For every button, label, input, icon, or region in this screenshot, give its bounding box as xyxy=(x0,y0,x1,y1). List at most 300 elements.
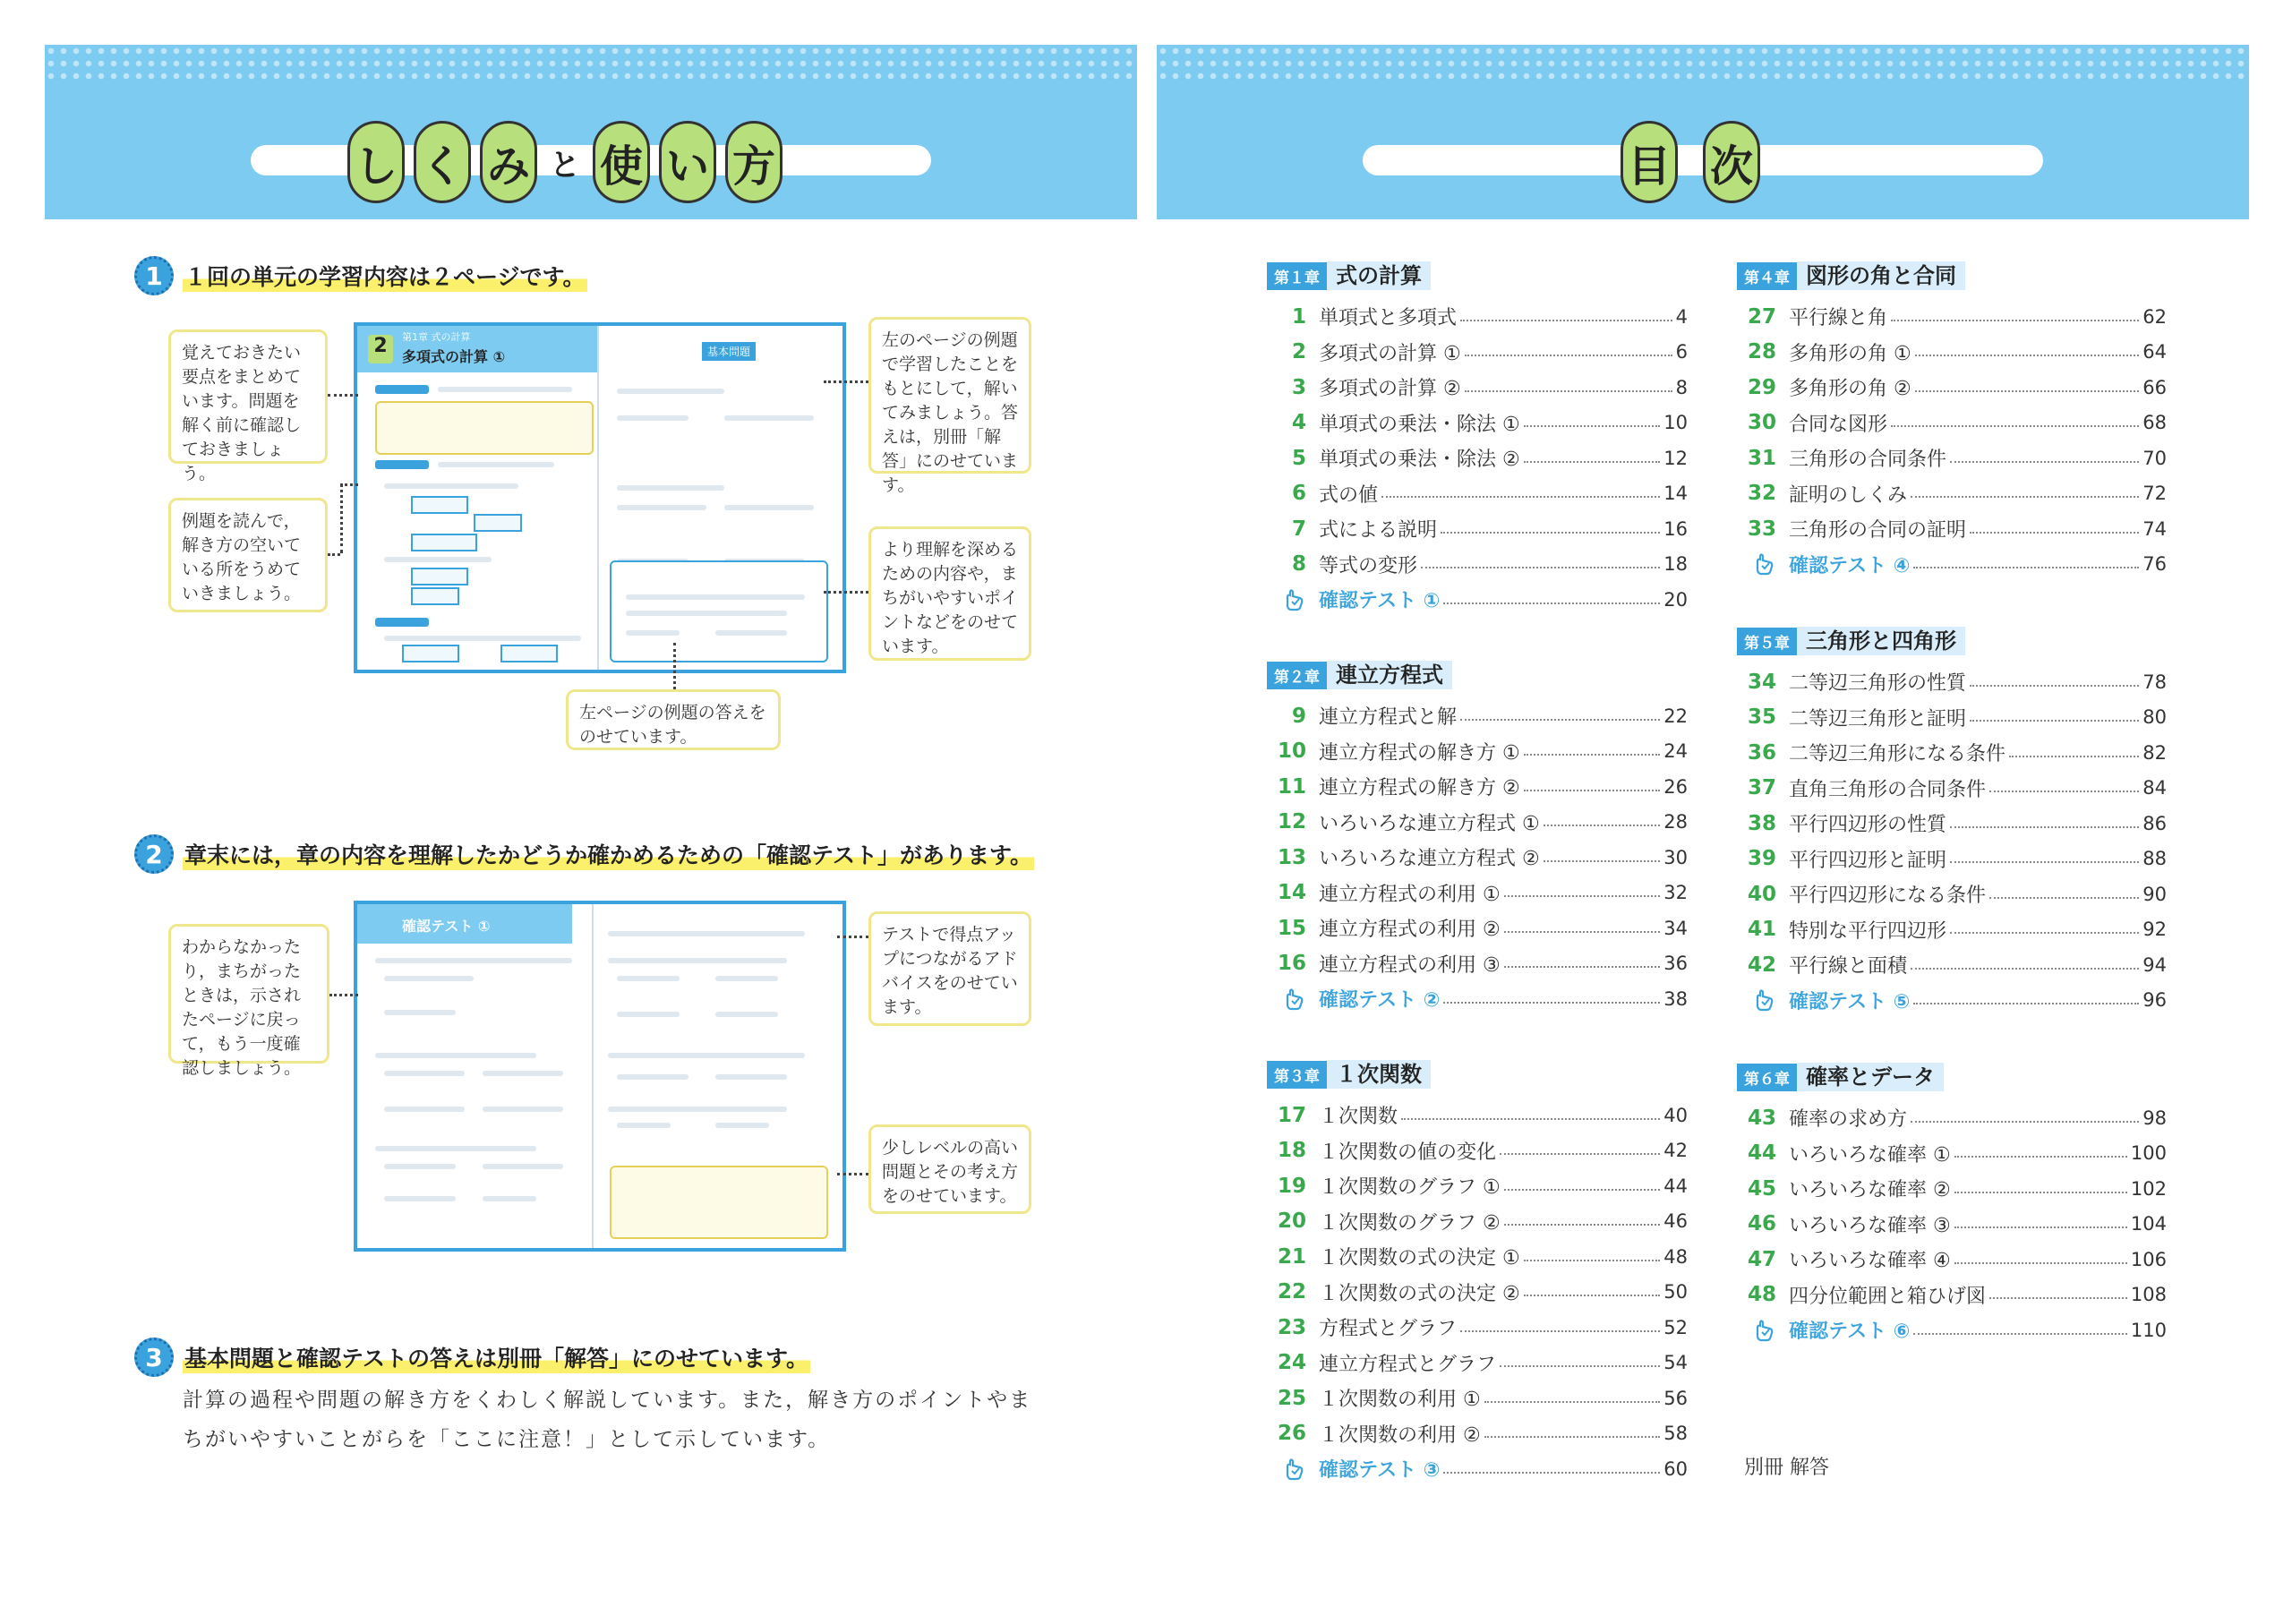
chapter-2 xyxy=(1267,661,1688,1017)
toc-item[interactable] xyxy=(1737,1207,2167,1243)
toc-title: 単項式の乗法・除法 ① xyxy=(1319,413,1520,436)
toc-item[interactable] xyxy=(1267,805,1688,841)
toc-title: 平行線と角 xyxy=(1789,307,1888,330)
section-2-heading xyxy=(134,834,1034,874)
toc-title: １次関数 xyxy=(1319,1106,1398,1129)
pointer-line xyxy=(673,643,676,689)
toc-number: 13 xyxy=(1277,845,1306,869)
chapter-tag: 第５章 xyxy=(1737,628,1797,655)
leader-dots xyxy=(1911,496,2139,498)
sample-page-spread xyxy=(354,322,846,673)
toc-number: 21 xyxy=(1277,1244,1306,1269)
toc-title: いろいろな連立方程式 ① xyxy=(1319,812,1540,835)
toc-page: 54 xyxy=(1663,1352,1688,1374)
toc-item[interactable] xyxy=(1267,1416,1688,1452)
check-hand-icon xyxy=(1267,987,1306,1011)
toc-page: 20 xyxy=(1663,588,1688,611)
toc-number: 28 xyxy=(1747,340,1776,364)
chapter-name: 連立方程式 xyxy=(1327,661,1452,689)
toc-title: いろいろな連立方程式 ② xyxy=(1319,848,1540,871)
toc-title: 連立方程式の利用 ② xyxy=(1319,919,1501,942)
leader-dots xyxy=(1443,1472,1660,1474)
toc-title: 連立方程式とグラフ xyxy=(1319,1353,1497,1376)
leader-dots xyxy=(1891,320,2139,321)
toc-title: １次関数のグラフ ② xyxy=(1319,1211,1501,1235)
toc-test-item[interactable] xyxy=(1267,981,1688,1017)
title-char: 次 xyxy=(1703,121,1760,203)
toc-title: 単項式の乗法・除法 ② xyxy=(1319,449,1520,472)
note-key-points: 覚えておきたい要点をまとめています。問題を解く前に確認しておきましょう。 xyxy=(168,329,328,464)
toc-item[interactable] xyxy=(1737,1242,2167,1278)
leader-dots xyxy=(1524,754,1661,756)
toc-number: 14 xyxy=(1277,881,1306,905)
toc-title: 等式の変形 xyxy=(1319,554,1418,577)
toc-item[interactable] xyxy=(1267,370,1688,406)
section-text: 章末には，章の内容を理解したかどうか確かめるための「確認テスト」があります。 xyxy=(183,838,1034,870)
toc-item[interactable] xyxy=(1267,876,1688,911)
chapter-heading xyxy=(1737,261,2167,290)
toc-number: 18 xyxy=(1277,1139,1306,1163)
toc-number: 6 xyxy=(1291,482,1306,506)
toc-title: 確認テスト ① xyxy=(1319,590,1441,613)
toc-item[interactable] xyxy=(1267,1204,1688,1240)
toc-page: 92 xyxy=(2142,919,2167,941)
toc-item[interactable] xyxy=(1267,840,1688,876)
title-char: み xyxy=(480,121,537,203)
toc-number: 33 xyxy=(1747,517,1776,541)
chapter-name: 式の計算 xyxy=(1327,261,1431,290)
chapter-name: 確率とデータ xyxy=(1797,1063,1944,1091)
toc-title: 三角形の合同の証明 xyxy=(1789,519,1967,543)
toc-item[interactable] xyxy=(1267,1275,1688,1311)
check-hand-icon xyxy=(1267,1457,1306,1481)
toc-number: 23 xyxy=(1277,1315,1306,1339)
toc-number: 29 xyxy=(1747,375,1776,399)
section-number: 3 xyxy=(134,1338,174,1377)
chapter-heading xyxy=(1267,1060,1688,1089)
toc-title: 平行四辺形と証明 xyxy=(1789,849,1947,872)
toc-number: 15 xyxy=(1277,916,1306,940)
leader-dots xyxy=(1504,895,1661,897)
leader-dots xyxy=(1504,1189,1661,1191)
toc-item[interactable] xyxy=(1267,476,1688,512)
toc-page: 24 xyxy=(1663,740,1688,763)
toc-item[interactable] xyxy=(1267,1310,1688,1346)
toc-page: 52 xyxy=(1663,1316,1688,1338)
toc-title: 二等辺三角形になる条件 xyxy=(1789,743,2006,766)
leader-dots xyxy=(1465,390,1672,392)
toc-item[interactable] xyxy=(1267,1098,1688,1133)
toc-number: 10 xyxy=(1277,739,1306,764)
toc-number: 16 xyxy=(1277,952,1306,976)
leader-dots xyxy=(2009,756,2139,757)
toc-page: 104 xyxy=(2130,1213,2167,1235)
page-title xyxy=(347,121,783,203)
leader-dots xyxy=(1443,603,1660,604)
toc-number: 8 xyxy=(1291,552,1306,577)
toc-number: 36 xyxy=(1747,740,1776,765)
toc-item[interactable] xyxy=(1267,734,1688,770)
toc-page: 76 xyxy=(2142,553,2167,576)
chapter-name: 三角形と四角形 xyxy=(1797,627,1965,655)
toc-item[interactable] xyxy=(1737,1171,2167,1207)
toc-page: 82 xyxy=(2142,741,2167,764)
toc-item[interactable] xyxy=(1737,700,2167,736)
chapter-tag: 第１章 xyxy=(1267,262,1327,290)
toc-page: 106 xyxy=(2130,1248,2167,1270)
toc-number: 2 xyxy=(1291,340,1306,364)
toc-title: １次関数のグラフ ① xyxy=(1319,1176,1501,1200)
toc-page: 38 xyxy=(1663,987,1688,1010)
toc-title: いろいろな確率 ① xyxy=(1789,1143,1951,1167)
leader-dots xyxy=(1401,1118,1660,1120)
toc-item[interactable] xyxy=(1267,511,1688,547)
toc-item[interactable] xyxy=(1267,406,1688,441)
leader-dots xyxy=(1954,1262,2127,1264)
toc-page: 94 xyxy=(2142,953,2167,976)
toc-item[interactable] xyxy=(1737,1278,2167,1313)
unit-number: 2 xyxy=(368,335,393,363)
toc-item[interactable] xyxy=(1737,1100,2167,1136)
leader-dots xyxy=(1500,1153,1660,1155)
toc-title: 多角形の角 ② xyxy=(1789,378,1911,401)
toc-item[interactable] xyxy=(1737,406,2167,441)
toc-title: いろいろな確率 ③ xyxy=(1789,1214,1951,1237)
toc-item[interactable] xyxy=(1737,842,2167,877)
toc-item[interactable] xyxy=(1737,876,2167,912)
toc-item[interactable] xyxy=(1267,698,1688,734)
test-title: 確認テスト ① xyxy=(402,918,491,935)
toc-number: 24 xyxy=(1277,1351,1306,1375)
toc-page: 36 xyxy=(1663,953,1688,975)
leader-dots xyxy=(1465,355,1672,356)
toc-item[interactable] xyxy=(1737,511,2167,547)
toc-page: 68 xyxy=(2142,412,2167,434)
toc-page: 32 xyxy=(1663,882,1688,904)
toc-test-item[interactable] xyxy=(1737,1312,2167,1348)
toc-title: １次関数の値の変化 xyxy=(1319,1141,1497,1164)
section-number: 2 xyxy=(134,834,174,874)
toc-number: 44 xyxy=(1747,1141,1776,1166)
toc-item[interactable] xyxy=(1737,299,2167,335)
toc-page: 98 xyxy=(2142,1107,2167,1129)
leader-dots xyxy=(1970,720,2139,722)
check-hand-icon xyxy=(1737,988,1776,1012)
toc-number: 26 xyxy=(1277,1422,1306,1446)
chapter-heading xyxy=(1737,627,2167,655)
leader-dots xyxy=(1544,825,1661,826)
toc-number: 3 xyxy=(1291,375,1306,399)
toc-item[interactable] xyxy=(1737,440,2167,476)
toc-title: 連立方程式の解き方 ② xyxy=(1319,777,1520,800)
leader-dots xyxy=(1989,897,2139,899)
toc-page: 12 xyxy=(1663,447,1688,469)
chapter-tag: 第３章 xyxy=(1267,1061,1327,1089)
leader-dots xyxy=(1950,826,2139,828)
toc-number: 17 xyxy=(1277,1103,1306,1127)
toc-page: 26 xyxy=(1663,775,1688,798)
body-line: ちがいやすいことがらを「ここに注意！」として示しています。 xyxy=(183,1428,831,1451)
toc-page: 72 xyxy=(2142,483,2167,505)
leader-dots xyxy=(1524,790,1661,791)
leader-dots xyxy=(1954,1227,2127,1228)
toc-page: 108 xyxy=(2130,1284,2167,1306)
toc-page: 46 xyxy=(1663,1210,1688,1233)
pointer-line xyxy=(824,591,868,594)
toc-number: 22 xyxy=(1277,1280,1306,1304)
toc-page: 100 xyxy=(2130,1142,2167,1165)
toc-item[interactable] xyxy=(1267,547,1688,583)
toc-title: 式の値 xyxy=(1319,483,1379,507)
toc-item[interactable] xyxy=(1267,1239,1688,1275)
note-advice: テストで得点アップにつながるアドバイスをのせています。 xyxy=(868,911,1031,1026)
unit-title: 多項式の計算 ① xyxy=(402,348,506,365)
toc-number: 35 xyxy=(1747,705,1776,730)
check-hand-icon xyxy=(1737,552,1776,576)
toc-number: 43 xyxy=(1747,1106,1776,1130)
toc-title: １次関数の式の決定 ① xyxy=(1319,1247,1520,1270)
note-challenge: 少しレベルの高い問題とその考え方をのせています。 xyxy=(868,1124,1031,1214)
toc-title: 四分位範囲と箱ひげ図 xyxy=(1789,1285,1987,1308)
toc-page: 78 xyxy=(2142,671,2167,693)
toc-title: １次関数の利用 ① xyxy=(1319,1389,1481,1412)
toc-title: 平行線と面積 xyxy=(1789,955,1908,979)
leader-dots xyxy=(1915,390,2140,392)
toc-title: 多項式の計算 ② xyxy=(1319,378,1461,401)
toc-item[interactable] xyxy=(1737,771,2167,807)
toc-title: いろいろな確率 ② xyxy=(1789,1179,1951,1202)
title-char: い xyxy=(659,121,716,203)
toc-test-item[interactable] xyxy=(1737,983,2167,1019)
title-char: 方 xyxy=(725,121,783,203)
pointer-line xyxy=(837,1173,868,1175)
chapter-tag: 第６章 xyxy=(1737,1064,1797,1091)
toc-item[interactable] xyxy=(1737,912,2167,948)
toc-title: 多角形の角 ① xyxy=(1789,342,1911,365)
leader-dots xyxy=(1484,1401,1661,1403)
toc-title: 確認テスト ③ xyxy=(1319,1459,1441,1483)
basic-problems-tag: 基本問題 xyxy=(702,342,756,361)
toc-number: 20 xyxy=(1277,1209,1306,1234)
pointer-line xyxy=(328,394,358,397)
pointer-line xyxy=(340,483,358,486)
note-review: わからなかったり，まちがったときは，示されたページに戻って，もう一度確認しましょう。 xyxy=(168,924,329,1064)
toc-item[interactable] xyxy=(1267,769,1688,805)
leader-dots xyxy=(1950,932,2139,934)
toc-number: 37 xyxy=(1747,776,1776,800)
toc-test-item[interactable] xyxy=(1267,1451,1688,1487)
toc-title: 平行四辺形の性質 xyxy=(1789,814,1947,837)
toc-page: 50 xyxy=(1663,1281,1688,1303)
leader-dots xyxy=(1544,860,1661,862)
leader-dots xyxy=(1500,1365,1660,1367)
chapter-3 xyxy=(1267,1060,1688,1487)
note-deeper: より理解を深めるための内容や，まちがいやすいポイントなどをのせています。 xyxy=(868,526,1031,661)
leader-dots xyxy=(1504,931,1661,933)
toc-number: 7 xyxy=(1291,517,1306,541)
toc-number: 40 xyxy=(1747,882,1776,906)
note-practice: 左のページの例題で学習したことをもとにして，解いてみましょう。答えは，別冊「解答」にのせています。 xyxy=(868,317,1031,474)
section-text: １回の単元の学習内容は２ページです。 xyxy=(183,260,587,292)
toc-number: 42 xyxy=(1747,953,1776,977)
toc-number: 30 xyxy=(1747,411,1776,435)
pointer-line xyxy=(340,483,343,553)
pointer-line xyxy=(328,553,340,556)
leader-dots xyxy=(1460,719,1660,721)
toc-page: 64 xyxy=(2142,341,2167,363)
leader-dots xyxy=(1989,1297,2127,1299)
body-line: 計算の過程や問題の解き方をくわしく解説しています。また，解き方のポイントやま xyxy=(183,1389,1032,1412)
toc-number: 5 xyxy=(1291,446,1306,470)
toc-page: 28 xyxy=(1663,811,1688,833)
toc-title: 多項式の計算 ① xyxy=(1319,342,1461,365)
toc-title: 直角三角形の合同条件 xyxy=(1789,778,1987,801)
toc-item[interactable] xyxy=(1267,910,1688,946)
title-char: 目 xyxy=(1621,121,1678,203)
toc-title: 確認テスト ⑥ xyxy=(1789,1321,1911,1344)
toc-item[interactable] xyxy=(1737,664,2167,700)
leader-dots xyxy=(1524,461,1661,463)
chapter-heading xyxy=(1267,261,1688,290)
toc-page: 84 xyxy=(2142,777,2167,799)
toc-item[interactable] xyxy=(1267,440,1688,476)
chapter-tag: 第２章 xyxy=(1267,662,1327,689)
toc-title: １次関数の式の決定 ② xyxy=(1319,1282,1520,1305)
toc-title: 二等辺三角形と証明 xyxy=(1789,707,1967,731)
toc-title: 合同な図形 xyxy=(1789,413,1888,436)
toc-number: 32 xyxy=(1747,482,1776,506)
toc-title: いろいろな確率 ④ xyxy=(1789,1250,1951,1273)
leader-dots xyxy=(1915,355,2140,356)
toc-title xyxy=(1621,121,1760,203)
toc-item[interactable] xyxy=(1267,946,1688,982)
toc-title: 平行四辺形になる条件 xyxy=(1789,885,1987,908)
toc-page: 86 xyxy=(2142,812,2167,834)
toc-item[interactable] xyxy=(1267,335,1688,371)
chapter-4 xyxy=(1737,261,2167,582)
toc-page: 18 xyxy=(1663,553,1688,576)
toc-title: 連立方程式の解き方 ① xyxy=(1319,741,1520,765)
leader-dots xyxy=(1524,1295,1661,1296)
leader-dots xyxy=(1954,1156,2127,1158)
toc-title: 確認テスト ⑤ xyxy=(1789,990,1911,1013)
chapter-name: １次関数 xyxy=(1327,1060,1431,1089)
toc-title: １次関数の利用 ② xyxy=(1319,1423,1481,1447)
toc-item[interactable] xyxy=(1267,1133,1688,1169)
leader-dots xyxy=(1524,425,1661,427)
section-3-heading xyxy=(134,1338,810,1377)
toc-item[interactable] xyxy=(1737,1136,2167,1172)
toc-number: 25 xyxy=(1277,1386,1306,1410)
pointer-line xyxy=(329,994,358,996)
toc-page: 30 xyxy=(1663,846,1688,868)
toc-page: 102 xyxy=(2130,1177,2167,1200)
leader-dots xyxy=(1504,1224,1661,1226)
chapter-1 xyxy=(1267,261,1688,618)
leader-dots xyxy=(1970,685,2139,687)
toc-number: 4 xyxy=(1291,411,1306,435)
toc-item[interactable] xyxy=(1737,370,2167,406)
toc-item[interactable] xyxy=(1267,1346,1688,1381)
leader-dots xyxy=(1443,1002,1660,1004)
leader-dots xyxy=(1970,532,2139,534)
toc-page: 70 xyxy=(2142,447,2167,469)
leader-dots xyxy=(1950,461,2139,463)
toc-page: 48 xyxy=(1663,1245,1688,1268)
toc-page: 22 xyxy=(1663,705,1688,727)
toc-item[interactable] xyxy=(1737,947,2167,983)
toc-item[interactable] xyxy=(1737,735,2167,771)
leader-dots xyxy=(1441,532,1660,534)
toc-page: 42 xyxy=(1663,1140,1688,1162)
toc-number: 34 xyxy=(1747,670,1776,694)
toc-title: 確認テスト ② xyxy=(1319,989,1441,1013)
toc-page: 56 xyxy=(1663,1387,1688,1409)
toc-number: 41 xyxy=(1747,918,1776,942)
toc-number: 31 xyxy=(1747,446,1776,470)
toc-item[interactable] xyxy=(1267,299,1688,335)
note-answers: 左ページの例題の答えをのせています。 xyxy=(566,689,781,750)
toc-item[interactable] xyxy=(1737,806,2167,842)
toc-page: 34 xyxy=(1663,917,1688,939)
toc-page: 110 xyxy=(2130,1319,2167,1341)
toc-item[interactable] xyxy=(1267,1168,1688,1204)
right-page xyxy=(1146,0,2292,1624)
toc-number: 38 xyxy=(1747,811,1776,835)
toc-title: 三角形の合同条件 xyxy=(1789,449,1947,472)
toc-test-item[interactable] xyxy=(1267,582,1688,618)
toc-number: 19 xyxy=(1277,1174,1306,1198)
toc-number: 27 xyxy=(1747,304,1776,329)
check-hand-icon xyxy=(1267,588,1306,611)
section-number: 1 xyxy=(134,256,174,295)
leader-dots xyxy=(1524,1260,1661,1261)
toc-page: 96 xyxy=(2142,989,2167,1012)
toc-page: 6 xyxy=(1675,341,1688,363)
toc-title: 方程式とグラフ xyxy=(1319,1318,1458,1341)
title-char: 使 xyxy=(593,121,650,203)
leader-dots xyxy=(1460,320,1672,321)
toc-item[interactable] xyxy=(1267,1380,1688,1416)
toc-item[interactable] xyxy=(1737,476,2167,512)
toc-number: 9 xyxy=(1291,704,1306,728)
chapter-name: 図形の角と合同 xyxy=(1797,261,1965,290)
toc-title: 特別な平行四辺形 xyxy=(1789,919,1947,943)
toc-title: 連立方程式の利用 ③ xyxy=(1319,953,1501,977)
chapter-heading xyxy=(1267,661,1688,689)
toc-title: 式による説明 xyxy=(1319,519,1438,543)
leader-dots xyxy=(1911,968,2139,970)
leader-dots xyxy=(1950,861,2139,863)
toc-number: 48 xyxy=(1747,1283,1776,1307)
toc-page: 80 xyxy=(2142,706,2167,729)
pointer-line xyxy=(837,936,868,938)
toc-number: 45 xyxy=(1747,1176,1776,1201)
toc-page: 14 xyxy=(1663,483,1688,505)
leader-dots xyxy=(1504,966,1661,968)
toc-test-item[interactable] xyxy=(1737,547,2167,583)
sample-test-spread xyxy=(354,901,846,1252)
chapter-heading xyxy=(1737,1063,2167,1091)
chapter-tag: 第４章 xyxy=(1737,262,1797,290)
check-hand-icon xyxy=(1737,1319,1776,1342)
unit-chapter: 第1章 式の計算 xyxy=(402,331,471,343)
toc-number: 39 xyxy=(1747,847,1776,871)
toc-number: 12 xyxy=(1277,810,1306,834)
leader-dots xyxy=(1913,567,2139,568)
leader-dots xyxy=(1989,791,2139,792)
toc-item[interactable] xyxy=(1737,335,2167,371)
